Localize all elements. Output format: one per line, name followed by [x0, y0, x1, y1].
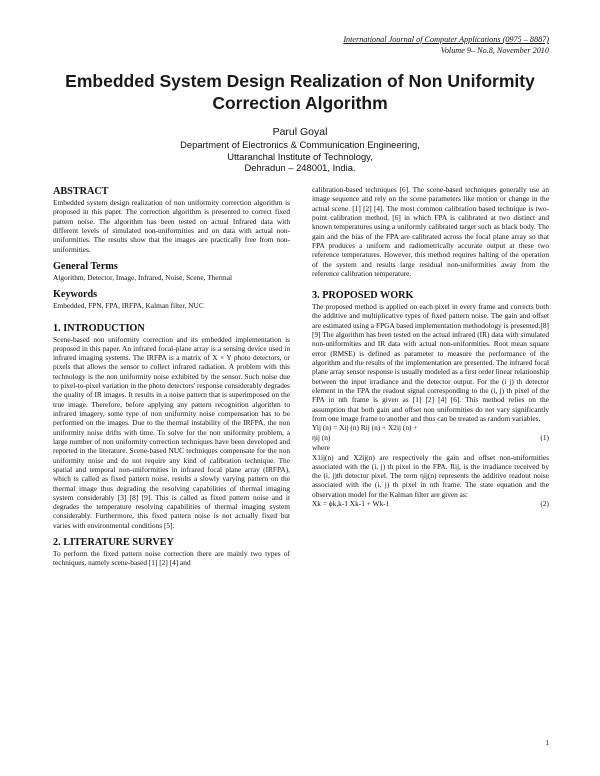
equation-1-number: (1): [540, 433, 549, 443]
page-number: 1: [545, 738, 549, 747]
equation-1-line-b: ηij (n): [312, 433, 331, 443]
right-column: [312, 185, 549, 509]
equation-2-text: Xk = ϕk,k-1 Xk-1 + Wk-1: [312, 499, 390, 509]
journal-name: International Journal of Computer Applications (0975 – 8887): [343, 35, 549, 44]
abstract-text: Embedded system design realization of non uniformity correction algorithm is proposed in this paper. The correction algorithm is presented to correct fixed pattern noise. The algorithm has been tested on actual Infrared data with different levels of simulated non-uniformities and on data with actual non-uniformities. The results show that the images are practically free from non-uniformities.: [53, 198, 290, 254]
equation-2-number: (2): [540, 499, 549, 509]
paper-title: [40, 70, 560, 114]
general-terms-heading: General Terms: [53, 260, 118, 272]
author-institute: Uttaranchal Institute of Technology,: [227, 150, 373, 162]
literature-heading: 2. LITERATURE SURVEY: [53, 537, 174, 549]
where-label: where: [312, 443, 330, 453]
literature-continued-text: calibration-based techniques [6]. The scene-based techniques generally use an image sequence and rely on the scene parameters like motion or change in the actual scene. [1] [2] [4]. The most common calibration based technique is two-point calibration method, [6] in which FPA is calibrated at two distinct and known temperatures using a uniformly calibrated target such as black body. The gain and the bias of the FPA are calibrated across the focal plane array so that FPA produces a uniform and radiometrically accurate output at these two reference temperatures. However, this method requires halting of the operation of the system and results large residual non-uniformities away from the reference calibration temperature.: [312, 185, 549, 278]
author-block: [60, 126, 540, 174]
author-city: Dehradun – 248001, India.: [244, 162, 356, 173]
journal-header: [149, 35, 549, 56]
general-terms-text: Algorithm, Detector, Image, Infrared, Noise, Scene, Thermal: [53, 272, 233, 282]
where-text: X1ij(n) and X2ij(n) are respectively the gain and offset non-uniformities associated with the (i, j) th pixel in the FPA. Rij, is the irradiance received by the (i, j)th detector pixel. The term ηij(n) represents the additive readout noise associated with the (i, j) th pixel in nth frame. The state equation and the observation model for the Kalman filter are given as:: [312, 452, 549, 499]
author-department: Department of Electronics & Communication Engineering,: [180, 139, 420, 150]
left-column: [53, 185, 290, 568]
literature-text: To perform the fixed pattern noise correction there are mainly two types of techniques, namely scene-based [1] [2] [4] and: [53, 549, 290, 568]
keywords-text: Embedded, FPN, FPA, IRFPA, Kalman filter, NUC: [53, 301, 204, 311]
journal-volume: Volume 9– No.8, November 2010: [440, 45, 549, 55]
author-name: Parul Goyal: [272, 126, 328, 138]
proposed-work-heading: 3. PROPOSED WORK: [312, 290, 414, 302]
equation-1: [312, 423, 549, 433]
abstract-heading: ABSTRACT: [53, 186, 109, 197]
keywords-heading: Keywords: [53, 289, 98, 301]
introduction-heading: 1. INTRODUCTION: [53, 322, 145, 334]
equation-2: [312, 499, 549, 509]
equation-1-line-a: Yij (n) = Xij (n) Rij (n) + X2ij (n) +: [312, 423, 418, 433]
title-line-2: Correction Algorithm: [212, 93, 388, 113]
equation-1-continued: [312, 433, 549, 443]
title-line-1: Embedded System Design Realization of Non Uniformity: [65, 71, 535, 91]
proposed-work-text: The proposed method is applied on each pixel in every frame and corrects both the additive and multiplicative types of fixed pattern noise. The gain and offset are estimated using a FPGA based implementation methodology is presented.[8] [9] The algorithm has been tested on the actual infrared (IR) data with simulated non-uniformities and IR data with actual non-uniformities. Root mean square error (RMSE) is defined as parameter to measure the performance of the algorithm and the results of the implementation are presented. The infrared focal plane array sensor response is usually modeled as a first order linear relationship between the input irradiance and the detector output. For the (i j) th detector element in the FPA the readout signal corresponding to the (i, j) th pixel of the FPA in nth frame is given as [1] [2] [4] [6]. This method relies on the assumption that both gain and offset non uniformities do not vary significantly from one image frame to another and thus can be treated as random variables.: [312, 302, 549, 423]
introduction-text: Scene-based non uniformity correction and its embedded implementation is proposed in this paper. An infrared focal-plane array is a sensing device used in infrared imaging systems. The IRFPA is a matrix of X × Y photo detectors, or pixels that allows the sensor to collect infrared radiation. A problem with this technology is the non uniformity noise exhibited by the sensor. Such noise due to pixel-to-pixel variation in the photo detectors' response considerably degrades the quality of IR images. It results in a noise pattern that is superimposed on the true image. Therefore, before applying any pattern recognition algorithm to infrared imagery, some type of non uniformity noise compensation has to be performed on the images. Due to the thermal instability of the IRFPA, the non uniformity noise drifts with time. To solve for the non uniformity problem, a large number of non uniformity correction techniques have been developed and reported in the literature. Scene-based NUC techniques compensate for the non uniformity noise and do not require any kind of calibration technique. The spatial and temporal non-uniformities in infrared focal plane array (IRFPA), which is called as fixed pattern noise, results a slowly varying pattern on the thermal image thus degrading the resolving capabilities of thermal imaging system considerably [3] [8] [9]. This is called as fixed pattern noise and it degrades the temperature resolving capabilities of thermal imaging system considerably. Furthermore, this fixed pattern noise is not actually fixed but varies with environmental conditions [5].: [53, 334, 290, 530]
